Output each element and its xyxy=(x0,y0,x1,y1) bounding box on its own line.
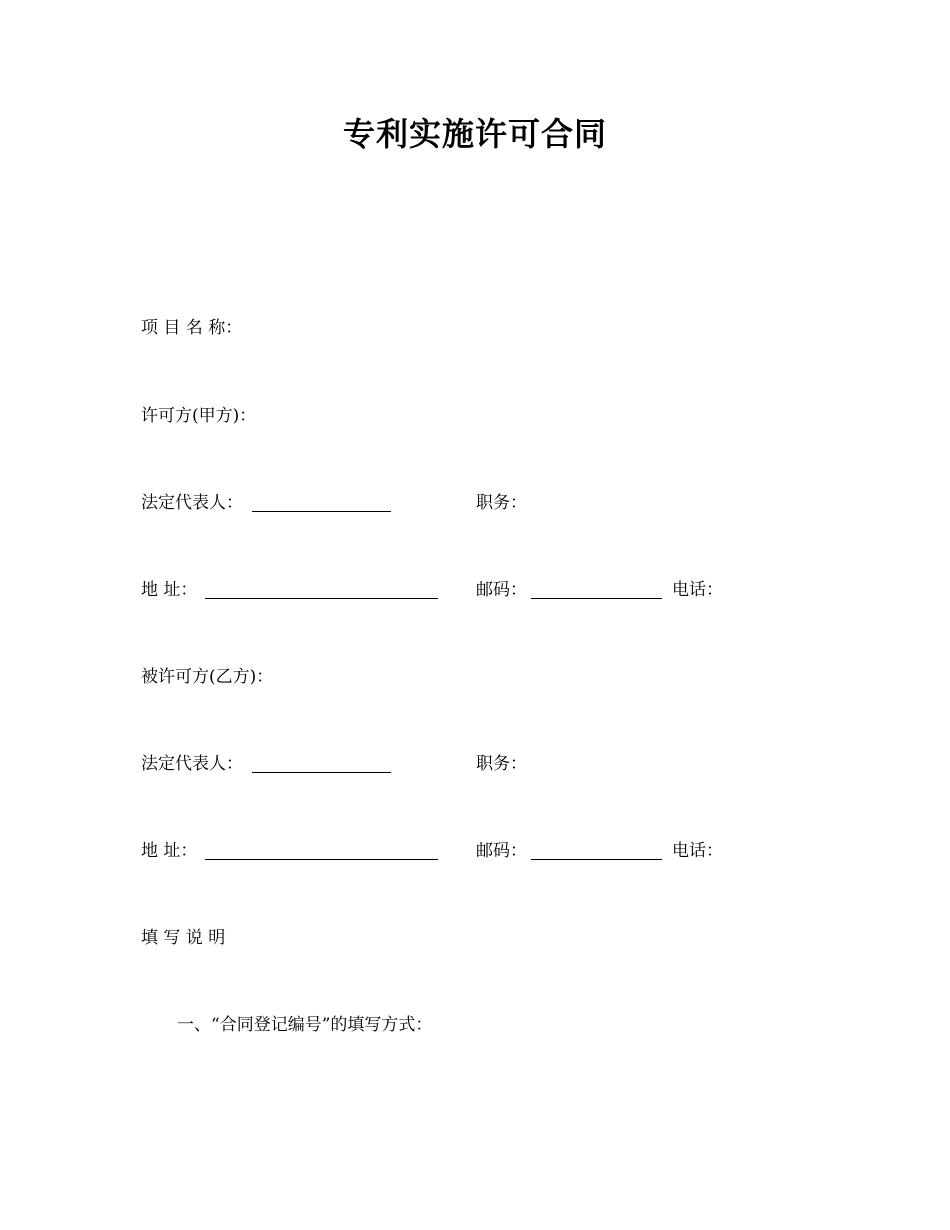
licensee-legal-rep-label: 法定代表人： xyxy=(141,754,243,774)
licensor-phone-label: 电话： xyxy=(672,580,723,600)
project-name-label: 项 目 名 称： xyxy=(141,318,243,338)
licensee-postcode-blank[interactable] xyxy=(531,859,662,860)
licensee-phone-label: 电话： xyxy=(672,841,723,861)
licensee-postcode-label: 邮码： xyxy=(476,841,527,861)
licensor-address-blank[interactable] xyxy=(205,598,438,599)
instructions-heading: 填 写 说 明 xyxy=(141,928,226,948)
licensor-postcode-label: 邮码： xyxy=(476,580,527,600)
licensee-address-blank[interactable] xyxy=(205,859,438,860)
licensor-heading: 许可方(甲方)： xyxy=(141,406,257,426)
licensee-heading: 被许可方(乙方)： xyxy=(141,667,274,687)
licensor-position-label: 职务： xyxy=(476,493,527,513)
document-title: 专利实施许可合同 xyxy=(342,115,607,153)
licensee-position-label: 职务： xyxy=(476,754,527,774)
licensee-address-label: 地 址： xyxy=(141,841,198,861)
licensor-postcode-blank[interactable] xyxy=(531,598,662,599)
instruction-item-1: 一、“合同登记编号”的填写方式： xyxy=(177,1015,433,1035)
licensor-legal-rep-label: 法定代表人： xyxy=(141,493,243,513)
licensor-address-label: 地 址： xyxy=(141,580,198,600)
licensee-legal-rep-blank[interactable] xyxy=(252,772,391,773)
licensor-legal-rep-blank[interactable] xyxy=(252,511,391,512)
